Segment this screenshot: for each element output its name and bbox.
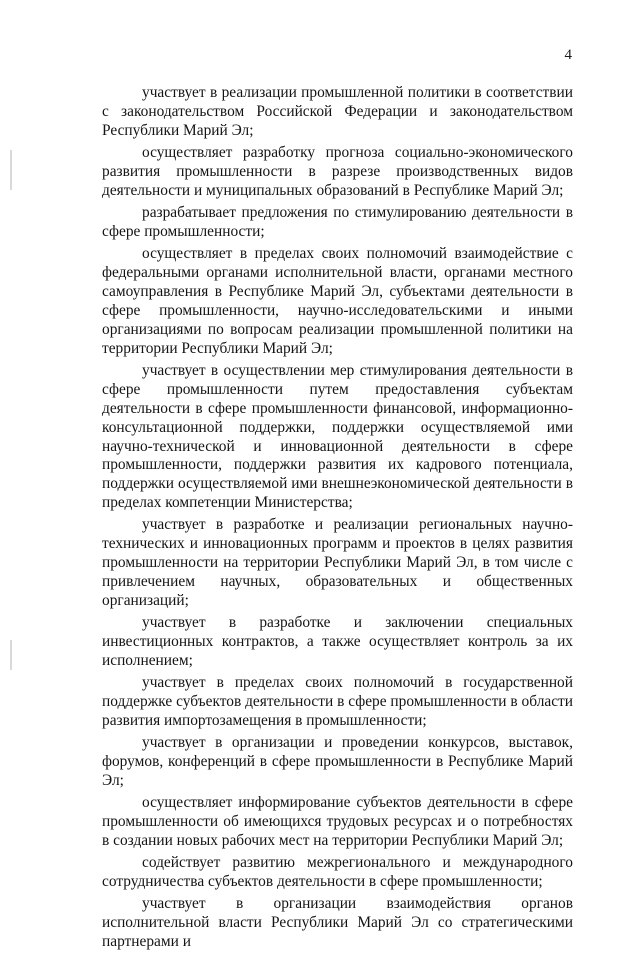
paragraph: разрабатывает предложения по стимулированию деятельности в сфере промышленности; <box>102 204 573 240</box>
paragraph: участвует в пределах своих полномочий в государственной поддержке субъектов деятельности в сфере промышленности в области развития импортозамещения в промышленности; <box>102 674 573 730</box>
paragraph: осуществляет разработку прогноза социально-экономического развития промышленности в разрезе производственных видов деятельности и муниципальных образований в Республике Марий Эл; <box>102 144 573 199</box>
paragraph: участвует в реализации промышленной политики в соответствии с законодательством Российской Федерации и законодательством Республики Марий Эл; <box>102 84 573 139</box>
document-body <box>102 84 573 955</box>
paragraph: содействует развитию межрегионального и международного сотрудничества субъектов деятельности в сфере промышленности; <box>102 854 573 891</box>
page-number: 4 <box>564 47 572 63</box>
scan-edge-mark <box>10 640 12 670</box>
paragraph: участвует в осуществлении мер стимулирования деятельности в сфере промышленности путем предоставления субъектам деятельности в сфере промышленности финансовой, информационно-консультационной поддержки, поддержки осуществляемой ими научно-технической и инновационной деятельности в сфере промышленности, поддержки развития их кадрового потенциала, поддержки осуществляемой ими внешнеэкономической деятельности в пределах компетенции Министерства; <box>102 361 573 512</box>
paragraph: участвует в разработке и реализации региональных научно-технических и инновационных программ и проектов в целях развития промышленности на территории Республики Марий Эл, в том числе с привлечением научных, образовательных и общественных организаций; <box>102 516 573 610</box>
paragraph: участвует в организации и проведении конкурсов, выставок, форумов, конференций в сфере промышленности в Республике Марий Эл; <box>102 734 573 790</box>
scan-edge-mark <box>10 150 12 190</box>
paragraph: осуществляет информирование субъектов деятельности в сфере промышленности об имеющихся трудовых ресурсах и о потребностях в создании новых рабочих мест на территории Республики Марий Эл; <box>102 794 573 850</box>
paragraph: осуществляет в пределах своих полномочий взаимодействие с федеральными органами исполнительной власти, органами местного самоуправления в Республике Марий Эл, субъектами деятельности в сфере промышленности, научно-исследовательскими и иными организациями по вопросам реализации промышленной политики на территории Республики Марий Эл; <box>102 245 573 357</box>
paragraph: участвует в разработке и заключении специальных инвестиционных контрактов, а также осуществляет контроль за их исполнением; <box>102 614 573 670</box>
paragraph: участвует в организации взаимодействия органов исполнительной власти Республики Марий Эл со стратегическими партнерами и <box>102 895 573 951</box>
